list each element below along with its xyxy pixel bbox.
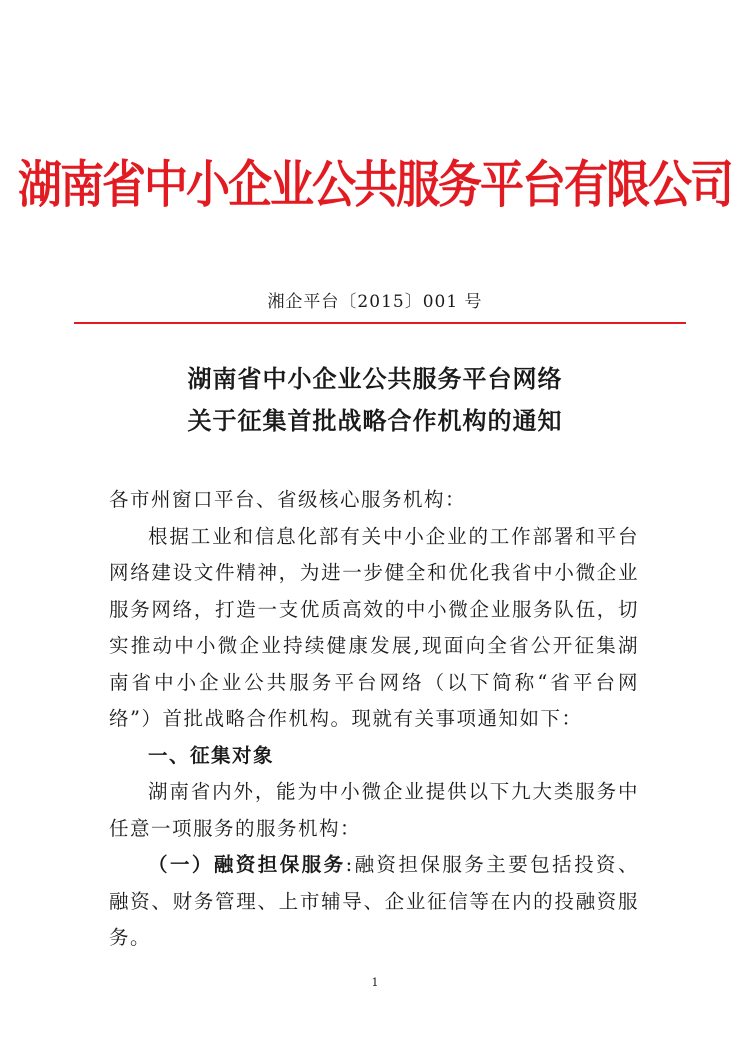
item-1-paragraph — [109, 847, 639, 957]
section-1-heading: 一、征集对象 — [148, 743, 275, 767]
page-number: 1 — [371, 976, 379, 989]
notice-title-line-2: 关于征集首批战略合作机构的通知 — [187, 407, 563, 435]
salutation: 各市州窗口平台、省级核心服务机构： — [109, 488, 467, 511]
document-number: 湘企平台〔2015〕001 号 — [267, 292, 483, 312]
item-1-text: :融资担保服务主要包括投资、融资、财务管理、上市辅导、企业征信等在内的投融资服务。 — [109, 853, 639, 949]
section-1-paragraph: 湖南省内外，能为中小微企业提供以下九大类服务中任意一项服务的服务机构： — [109, 780, 639, 840]
document-body — [109, 482, 639, 957]
notice-title-line-1: 湖南省中小企业公共服务平台网络 — [187, 365, 563, 393]
intro-paragraph: 根据工业和信息化部有关中小企业的工作部署和平台网络建设文件精神，为进一步健全和优化我省中小微企业服务网络，打造一支优质高效的中小微企业服务队伍，切实推动中小微企业持续健康发展,现面向全省公开征集湖南省中小企业公共服务平台网络（以下简称“省平台网络”）首批战略合作机构。现就有关事项通知如下： — [109, 524, 639, 730]
item-1-label: （一）融资担保服务 — [148, 853, 346, 876]
organization-letterhead: 湖南省中小企业公共服务平台有限公司 — [18, 156, 732, 215]
red-divider-line — [74, 322, 686, 324]
